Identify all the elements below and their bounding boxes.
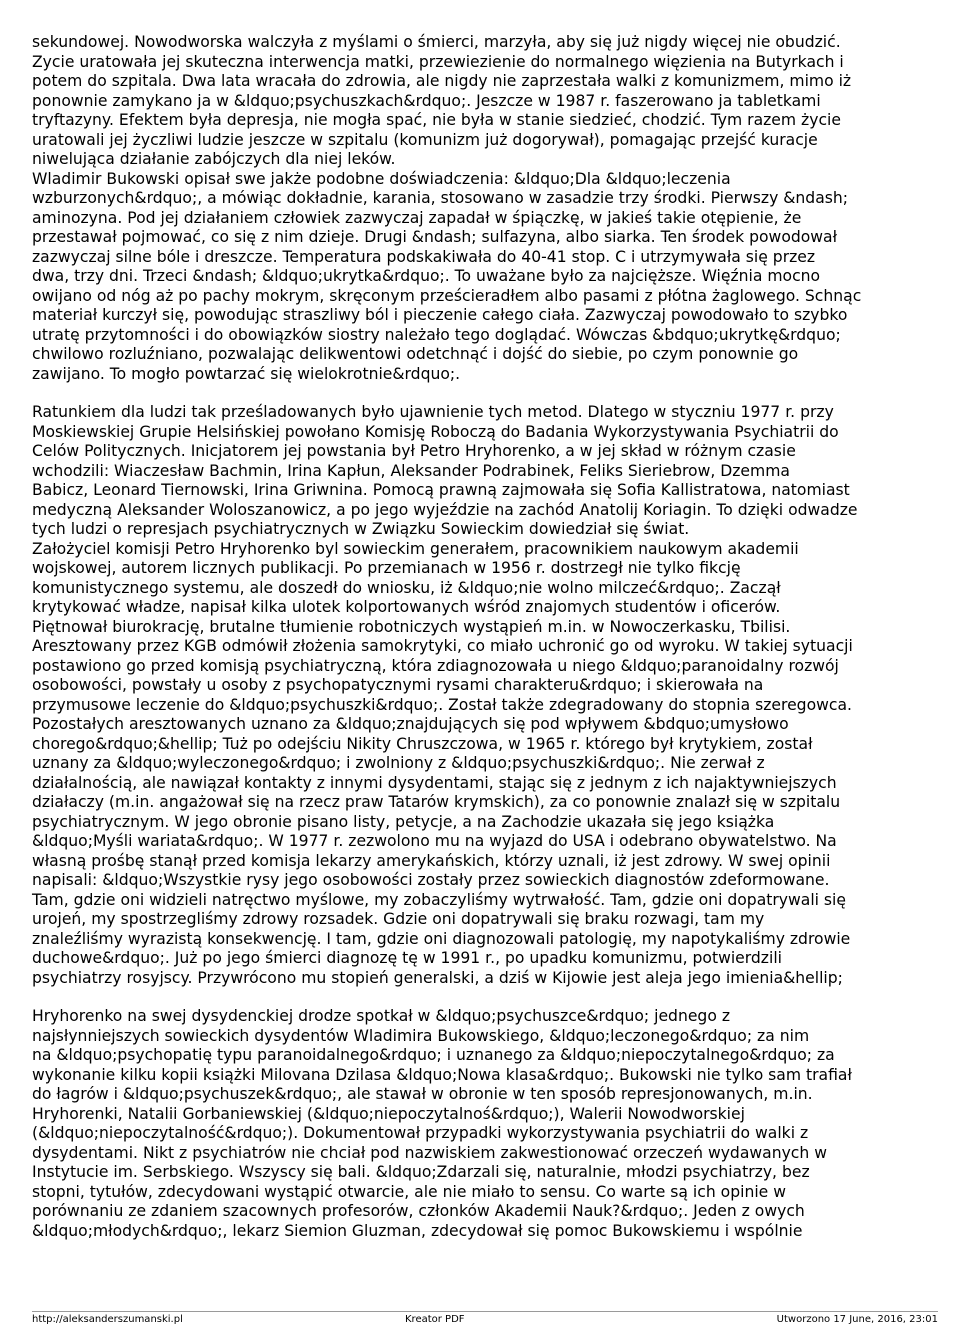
text-line: psychiatrzy rosyjscy. Przywrócono mu stopień generalski, a dziś w Kijowie jest aleja jego imienia&hellip; — [32, 968, 843, 987]
text-line: uznany za &ldquo;wyleczonego&rdquo; i zwolniony z &ldquo;psychuszki&rdquo;. Nie zerwał z — [32, 754, 765, 772]
text-line: utratę przytomności i do obowiązków siostry należało tego doglądać. Wówczas &bdquo;ukrytkę&rdquo; — [32, 325, 841, 344]
text-line: do łagrów i &ldquo;psychuszek&rdquo;, ale stawał w obronie w ten sposób represjonowanych, m.in. — [32, 1085, 813, 1103]
paragraph-1 — [32, 33, 938, 170]
paragraph-4 — [32, 540, 938, 989]
text-line: dwa, trzy dni. Trzeci &ndash; &ldquo;ukrytka&rdquo;. To uważane było za najcięższe. Więźnia mocno — [32, 267, 821, 285]
text-line: chwilowo rozluźniano, pozwalając delikwentowi odetchnąć i dojść do siebie, po czym ponownie go — [32, 345, 799, 363]
text-line: Ratunkiem dla ludzi tak prześladowanych było ujawnienie tych metod. Dlatego w styczniu 1977 r. przy — [32, 403, 834, 421]
text-line: komunistycznego systemu, ale doszedł do wniosku, iż &ldquo;nie wolno milczeć&rdquo;. Zaczął — [32, 578, 781, 597]
text-line: wojskowej, autorem licznych publikacji. Po przemianach w 1956 r. dostrzegł nie tylko fikcję — [32, 559, 741, 577]
text-line: porównaniu ze zdaniem szacownych profesorów, członków Akademii Nauk?&rdquo;. Jeden z owych — [32, 1202, 805, 1220]
page-footer — [32, 1311, 938, 1325]
text-line: Aresztowany przez KGB odmówił złożenia samokrytyki, co miało uchronić go od wyroku. W takiej sytuacji — [32, 637, 853, 655]
text-line: przestawał pojmować, co się z nim dzieje. Drugi &ndash; sulfazyna, albo siarka. Ten środek powodował — [32, 228, 838, 246]
text-line: Pozostałych aresztowanych uznano za &ldquo;znajdujących się pod wpływem &bdquo;umysłowo — [32, 715, 789, 733]
text-line: Zycie uratowała jej skuteczna interwencja matki, przewiezienie do normalnego więzienia na Butyrkach i — [32, 52, 844, 71]
text-line: duchowe&rdquo;. Już po jego śmierci diagnozę tę w 1991 r., po upadku komunizmu, potwierdzili — [32, 949, 782, 967]
text-line: osobowości, powstały u osoby z psychopatycznymi rysami charakteru&rdquo; i skierowała na — [32, 676, 764, 694]
text-line: Celów Politycznych. Inicjatorem jej powstania był Petro Hryhorenko, a w jej skład w różnym czasie — [32, 442, 796, 460]
text-line: działalnością, ale nawiązał kontakty z innymi dysydentami, stając się z jednym z ich najaktywniejszych — [32, 773, 837, 792]
text-line: aminozyna. Pod jej działaniem człowiek zazwyczaj zapadał w śpiączkę, w jakieś takie otępienie, że — [32, 208, 802, 227]
text-line: wzburzonych&rdquo;, a mówiąc dokładnie, karania, stosowano w zasadzie trzy środki. Pierwszy &ndash; — [32, 189, 849, 207]
text-line: Moskiewskiej Grupie Helsińskiej powołano Komisję Roboczą do Badania Wykorzystywania Psychiatrii do — [32, 422, 839, 441]
text-line: materiał kurczył się, powodując straszliwy ból i pieczenie całego ciała. Zazwyczaj powodowało to szybko — [32, 306, 848, 324]
text-line: tych ludzi o represjach psychiatrycznych w Związku Sowieckim dowiedział się świat. — [32, 520, 690, 538]
text-line: &ldquo;młodych&rdquo;, lekarz Siemion Gluzman, zdecydował się pomoc Bukowskiemu i wspólnie — [32, 1221, 803, 1240]
footer-creator: Kreator PDF — [405, 1314, 465, 1325]
text-line: Hryhorenki, Natalii Gorbaniewskiej (&ldquo;niepoczytalnoś&rdquo;), Walerii Nowodworskiej — [32, 1104, 745, 1123]
text-line: Hryhorenko na swej dysydenckiej drodze spotkał w &ldquo;psychuszce&rdquo; jednego z — [32, 1007, 731, 1025]
text-line: uratowali jej życzliwi ludzie jeszcze w szpitalu (komunizm już dogorywał), pomagając przejść kuracje — [32, 130, 818, 149]
text-line: niwelująca działanie zabójczych dla niej leków. — [32, 150, 396, 168]
text-line: Tam, gdzie oni widzieli natręctwo myślowe, my zobaczyliśmy wytrwałość. Tam, gdzie oni dopatrywali się — [32, 890, 846, 909]
text-line: ponownie zamykano ja w &ldquo;psychuszkach&rdquo;. Jeszcze w 1987 r. faszerowano ja tabletkami — [32, 91, 821, 110]
text-line: najsłynniejszych sowieckich dysydentów Wladimira Bukowskiego, &ldquo;leczonego&rdquo; za nim — [32, 1026, 810, 1045]
text-line: Babicz, Leonard Tiernowski, Irina Griwnina. Pomocą prawną zajmowała się Sofia Kallistratowa, natomiast — [32, 481, 850, 499]
text-line: dysydentami. Nikt z psychiatrów nie chciał pod nazwiskiem zakwestionować orzeczeń wydawanych w — [32, 1143, 827, 1162]
text-line: napisali: &ldquo;Wszystkie rysy jego osobowości zostały przez sowieckich diagnostów zdeformowane. — [32, 871, 830, 889]
text-line: sekundowej. Nowodworska walczyła z myślami o śmierci, marzyła, aby się już nigdy więcej nie obudzić. — [32, 33, 841, 51]
text-line: medyczną Aleksander Woloszanowicz, a po jego wyjeździe na zachód Anatolij Koriagin. To dzięki odwadze — [32, 500, 858, 519]
text-line: owijano od nóg aż po pachy mokrym, skręconym prześcieradłem albo pasami z płótna żaglowego. Schnąc — [32, 286, 862, 305]
text-line: postawiono go przed komisją psychiatryczną, która zdiagnozowała u niego &ldquo;paranoidalny rozwój — [32, 656, 839, 675]
text-line: wykonanie kilku kopii książki Milovana Dzilasa &ldquo;Nowa klasa&rdquo;. Bukowski nie tylko sam trafiał — [32, 1065, 852, 1084]
text-line: działaczy (m.in. angażował się na rzecz praw Tatarów krymskich), za co ponownie znalazł się w szpitalu — [32, 793, 841, 811]
text-line: krytykować władze, napisał kilka ulotek kolportowanych wśród znajomych studentów i oficerów. — [32, 598, 781, 616]
text-line: przymusowe leczenie do &ldquo;psychuszki&rdquo;. Został także zdegradowany do stopnia szeregowca. — [32, 695, 852, 714]
text-line: tryftazyny. Efektem była depresja, nie mogła spać, nie była w stanie siedzieć, chodzić. Tym razem życie — [32, 111, 841, 129]
text-line: &ldquo;Myśli wariata&rdquo;. W 1977 r. zezwolono mu na wyjazd do USA i odebrano obywatelstwo. Na — [32, 832, 837, 850]
text-line: Instytucie im. Serbskiego. Wszyscy się bali. &ldquo;Zdarzali się, naturalnie, młodzi psychiatrzy, bez — [32, 1163, 810, 1181]
text-line: Piętnował biurokrację, brutalne tłumienie robotniczych wystąpień m.in. w Nowoczerkasku, Tbilisi. — [32, 617, 791, 636]
text-line: na &ldquo;psychopatię typu paranoidalnego&rdquo; i uznanego za &ldquo;niepoczytalnego&rdquo; za — [32, 1046, 835, 1064]
text-line: urojeń, my spostrzegliśmy zdrowy rozsadek. Gdzie oni dopatrywali się braku rozwagi, tam my — [32, 910, 765, 928]
paragraph-3 — [32, 403, 938, 540]
text-line: (&ldquo;niepoczytalność&rdquo;). Dokumentował przypadki wykorzystywania psychiatrii do walki z — [32, 1124, 809, 1142]
text-line: psychiatrycznym. W jego obronie pisano listy, petycje, a na Zachodzie ukazała się jego książka — [32, 812, 775, 831]
document-body — [32, 33, 938, 1241]
text-line: zazwyczaj silne bóle i dreszcze. Temperatura podskakiwała do 40-41 stop. C i utrzymywała się przez — [32, 247, 816, 266]
text-line: własną prośbę stanął przed komisja lekarzy amerykańskich, którzy uznali, iż jest zdrowy. W swej opinii — [32, 851, 831, 870]
paragraph-5 — [32, 1007, 938, 1241]
text-line: stopni, tytułów, zdecydowani wystąpić otwarcie, ale nie miało to sensu. Co warte są ich opinie w — [32, 1182, 786, 1201]
text-line: zawijano. To mogło powtarzać się wielokrotnie&rdquo;. — [32, 364, 461, 383]
text-line: chorego&rdquo;&hellip; Tuż po odejściu Nikity Chruszczowa, w 1965 r. którego był krytykiem, został — [32, 734, 813, 753]
footer-created-date: Utworzono 17 June, 2016, 23:01 — [776, 1314, 938, 1325]
text-line: wchodzili: Wiaczesław Bachmin, Irina Kapłun, Aleksander Podrabinek, Feliks Sieriebrow, Dzemma — [32, 461, 790, 480]
text-line: Założyciel komisji Petro Hryhorenko byl sowieckim generałem, pracownikiem naukowym akademii — [32, 539, 799, 558]
text-line: Wladimir Bukowski opisał swe jakże podobne doświadczenia: &ldquo;Dla &ldquo;leczenia — [32, 169, 731, 188]
text-line: potem do szpitala. Dwa lata wracała do zdrowia, ale nigdy nie zaprzestała walki z komunizmem, mimo iż — [32, 72, 852, 90]
paragraph-2 — [32, 170, 938, 385]
text-line: znaleźliśmy wyrazistą konsekwencję. I tam, gdzie oni diagnozowali patologię, my napotykaliśmy zdrowie — [32, 929, 851, 948]
footer-url: http://aleksanderszumanski.pl — [32, 1314, 183, 1325]
